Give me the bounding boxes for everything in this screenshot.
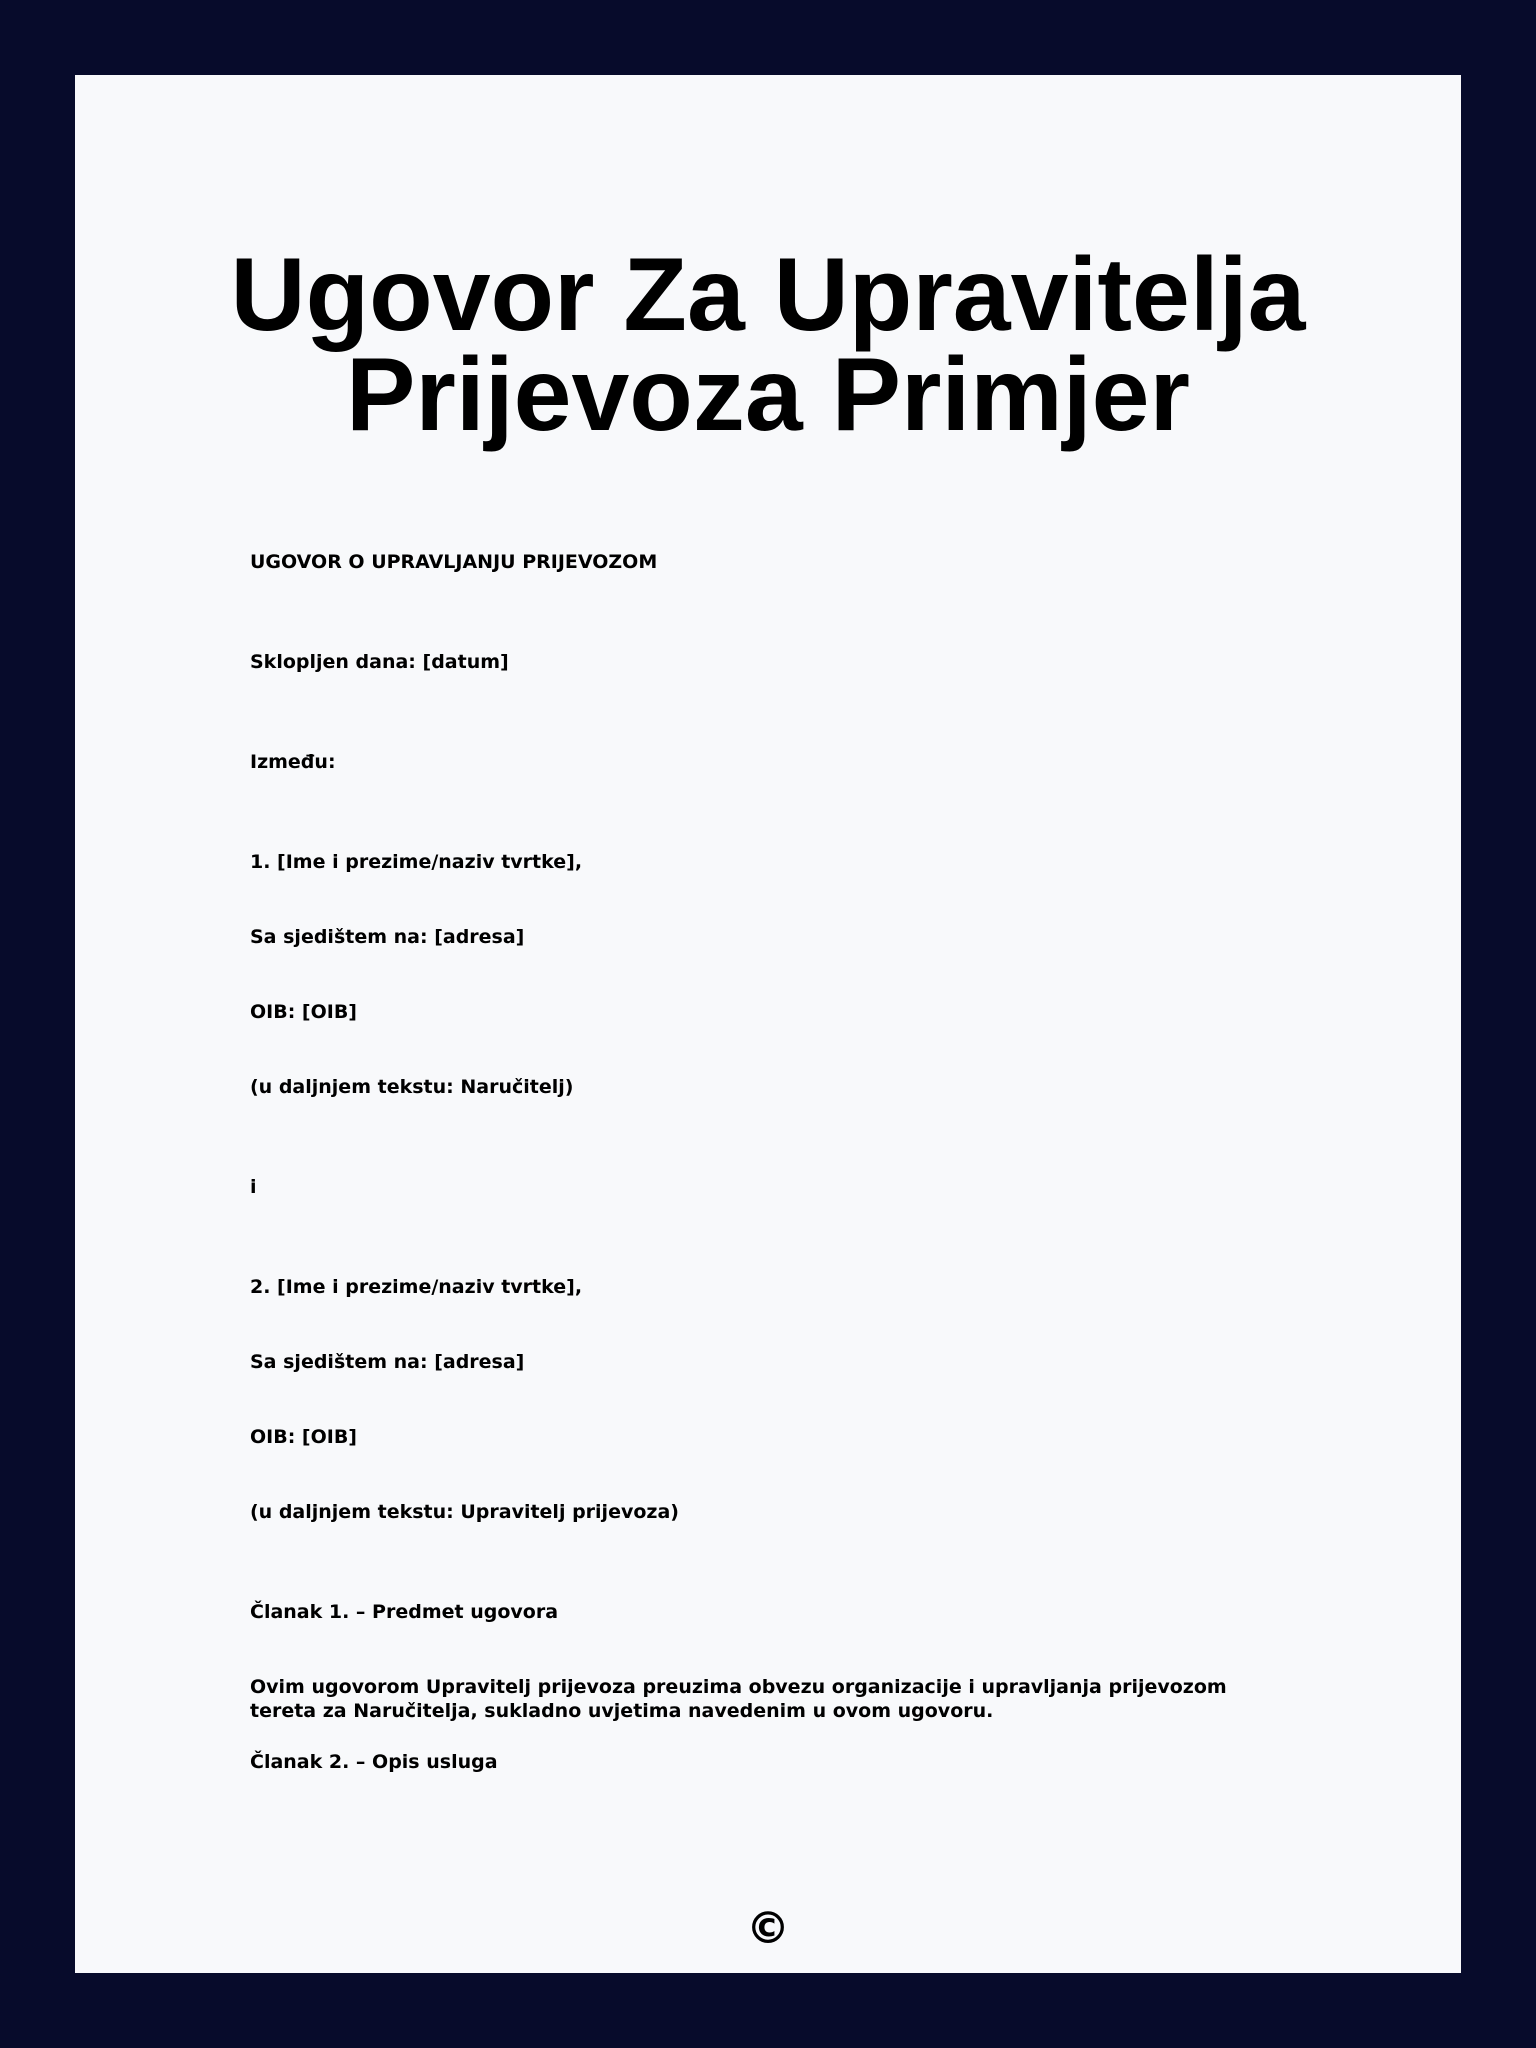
party1-oib: OIB: [OIB] [250,1001,357,1023]
contract-heading: UGOVOR O UPRAVLJANJU PRIJEVOZOM [250,551,658,573]
article1-title: Članak 1. – Predmet ugovora [250,1601,559,1623]
party2-seat: Sa sjedištem na: [adresa] [250,1351,525,1373]
party1-seat: Sa sjedištem na: [adresa] [250,926,525,948]
document-page [75,75,1461,1973]
concluded-date: Sklopljen dana: [datum] [250,651,509,673]
party1-role: (u daljnjem tekstu: Naručitelj) [250,1076,574,1098]
party1-name: 1. [Ime i prezime/naziv tvrtke], [250,851,583,873]
copyright-icon: © [746,1903,790,1954]
article1-text: Ovim ugovorom Upravitelj prijevoza preuzima obvezu organizacije i upravljanja prijevozom tereta za Naručitelja, sukladno uvjetima navedenim u ovom ugovoru. [250,1676,1227,1722]
document-title-line-2: Prijevoza Primjer [346,337,1190,453]
and-conjunction: i [250,1176,257,1198]
party2-role: (u daljnjem tekstu: Upravitelj prijevoza) [250,1501,679,1523]
document-title [75,237,1461,453]
article2-title: Članak 2. – Opis usluga [250,1751,498,1773]
party2-name: 2. [Ime i prezime/naziv tvrtke], [250,1276,583,1298]
party2-oib: OIB: [OIB] [250,1426,357,1448]
document-title-line-1: Ugovor Za Upravitelja [230,237,1306,353]
between-label: Između: [250,751,336,773]
